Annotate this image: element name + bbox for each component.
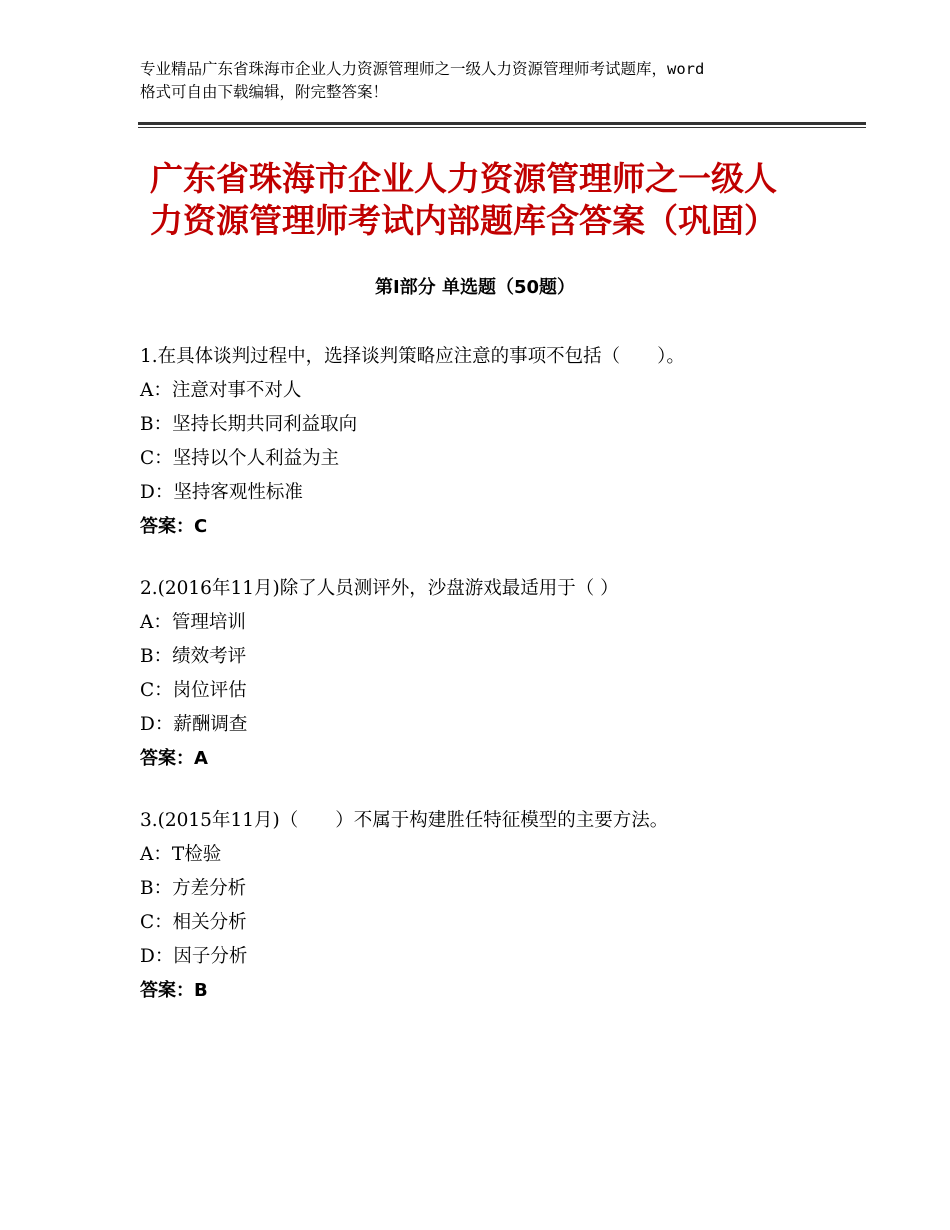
question-1	[140, 340, 860, 544]
question-list	[140, 340, 860, 1036]
option-b: B：方差分析	[140, 878, 247, 899]
option-a: A：管理培训	[140, 612, 246, 633]
answer-line: 答案：C	[140, 516, 208, 537]
document-title-line-2: 力资源管理师考试内部题库含答案（巩固）	[150, 201, 777, 240]
option-c: C：岗位评估	[140, 680, 247, 701]
document-title	[150, 158, 850, 242]
option-a: A：注意对事不对人	[140, 380, 302, 401]
option-b: B：坚持长期共同利益取向	[140, 414, 358, 435]
question-2	[140, 572, 860, 776]
header-note-line-2: 格式可自由下载编辑，附完整答案！	[140, 83, 389, 101]
question-text: 3.(2015年11月)（ ）不属于构建胜任特征模型的主要方法。	[140, 810, 669, 831]
option-c: C：相关分析	[140, 912, 247, 933]
option-c: C：坚持以个人利益为主	[140, 448, 340, 469]
document-title-line-1: 广东省珠海市企业人力资源管理师之一级人	[150, 159, 777, 198]
header-divider-thick	[138, 122, 866, 125]
answer-line: 答案：A	[140, 748, 208, 769]
question-3	[140, 804, 860, 1008]
option-d: D：因子分析	[140, 946, 248, 967]
document-header-note	[140, 58, 840, 104]
option-d: D：坚持客观性标准	[140, 482, 303, 503]
option-d: D：薪酬调查	[140, 714, 248, 735]
header-note-line-1: 专业精品广东省珠海市企业人力资源管理师之一级人力资源管理师考试题库，word	[140, 60, 705, 78]
answer-line: 答案：B	[140, 980, 208, 1001]
question-text: 1.在具体谈判过程中，选择谈判策略应注意的事项不包括（ ）。	[140, 346, 685, 367]
option-b: B：绩效考评	[140, 646, 247, 667]
section-heading: 第Ⅰ部分 单选题（50题）	[374, 277, 575, 298]
option-a: A：T检验	[140, 844, 222, 865]
question-text: 2.(2016年11月)除了人员测评外，沙盘游戏最适用于（ ）	[140, 578, 619, 599]
header-divider-thin	[138, 127, 866, 128]
